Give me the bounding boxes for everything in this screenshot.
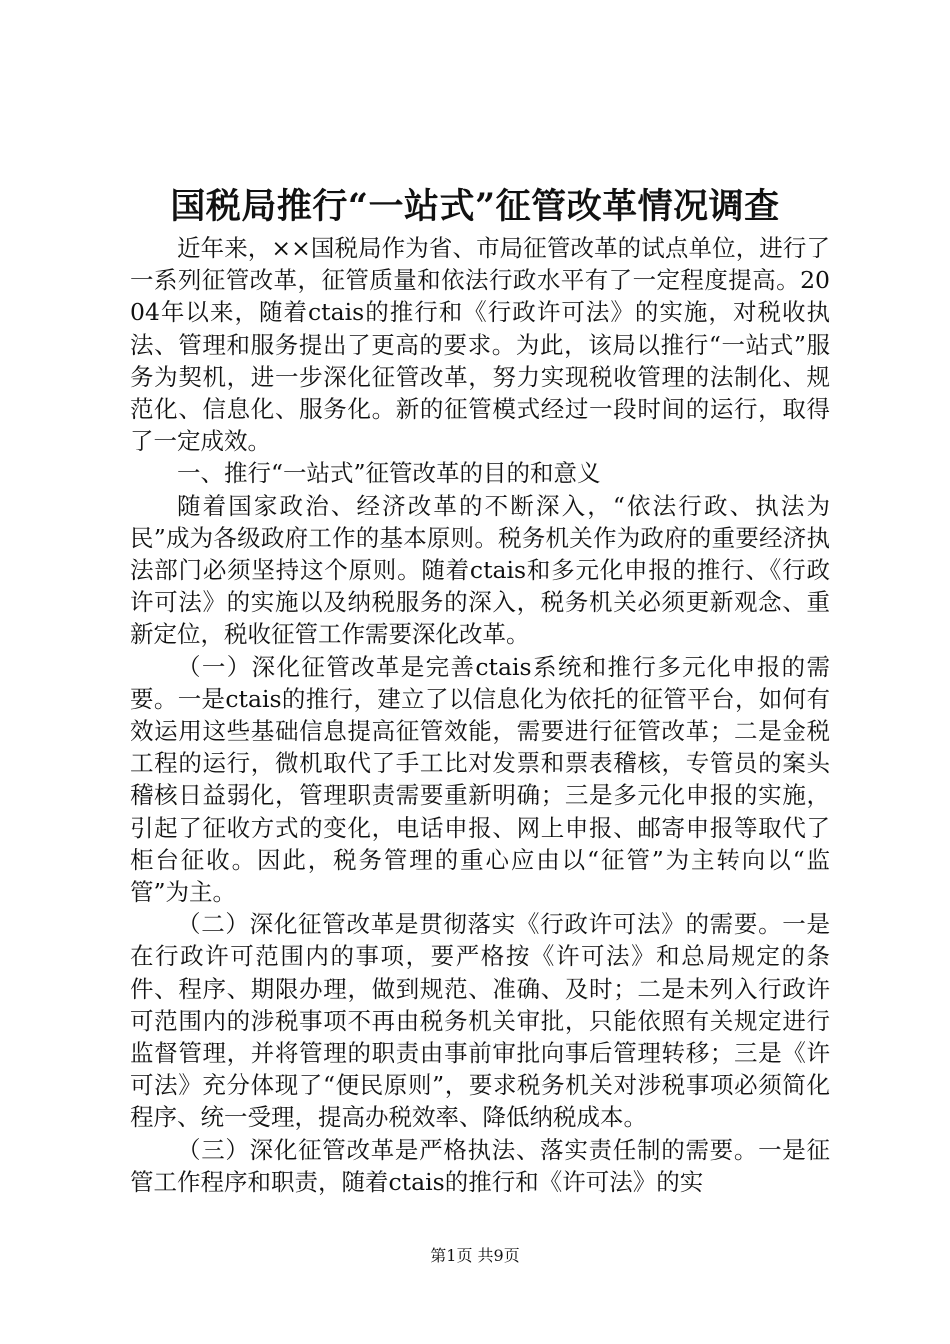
document-title: 国税局推行“一站式”征管改革情况调查 — [170, 186, 780, 227]
paragraph-section-1: 随着国家政治、经济改革的不断深入，“依法行政、执法为民”成为各级政府工作的基本原则。税务机关作为政府的重要经济执法部门必须坚持这个原则。随着ctais和多元化申报的推行、《行政许可法》的实施以及纳税服务的深入，税务机关必须更新观念、重新定位，税收征管工作需要深化改革。 — [130, 491, 830, 649]
document-body — [130, 232, 830, 1198]
section-heading-1: 一、推行“一站式”征管改革的目的和意义 — [177, 459, 601, 488]
paragraph-point-3: （三）深化征管改革是严格执法、落实责任制的需要。一是征管工作程序和职责，随着ctais的推行和《许可法》的实 — [130, 1135, 830, 1196]
paragraph-point-2: （二）深化征管改革是贯彻落实《行政许可法》的需要。一是在行政许可范围内的事项，要严格按《许可法》和总局规定的条件、程序、期限办理，做到规范、准确、及时；二是未列入行政许可范围内的涉税事项不再由税务机关审批，只能依照有关规定进行监督管理，并将管理的职责由事前审批向事后管理转移；三是《许可法》充分体现了“便民原则”，要求税务机关对涉税事项必须简化程序、统一受理，提高办税效率、降低纳税成本。 — [130, 910, 830, 1132]
page-number-footer: 第1页 共9页 — [430, 1246, 520, 1265]
paragraph-point-1: （一）深化征管改革是完善ctais系统和推行多元化申报的需要。一是ctais的推行，建立了以信息化为依托的征管平台，如何有效运用这些基础信息提高征管效能，需要进行征管改革；二是金税工程的运行，微机取代了手工比对发票和票表稽核，专管员的案头稽核日益弱化，管理职责需要重新明确；三是多元化申报的实施，引起了征收方式的变化，电话申报、网上申报、邮寄申报等取代了柜台征收。因此，税务管理的重心应由以“征管”为主转向以“监管”为主。 — [130, 652, 830, 907]
paragraph-intro: 近年来，××国税局作为省、市局征管改革的试点单位，进行了一系列征管改革，征管质量和依法行政水平有了一定程度提高。2004年以来，随着ctais的推行和《行政许可法》的实施，对税收执法、管理和服务提出了更高的要求。为此，该局以推行“一站式”服务为契机，进一步深化征管改革，努力实现税收管理的法制化、规范化、信息化、服务化。新的征管模式经过一段时间的运行，取得了一定成效。 — [130, 234, 830, 456]
